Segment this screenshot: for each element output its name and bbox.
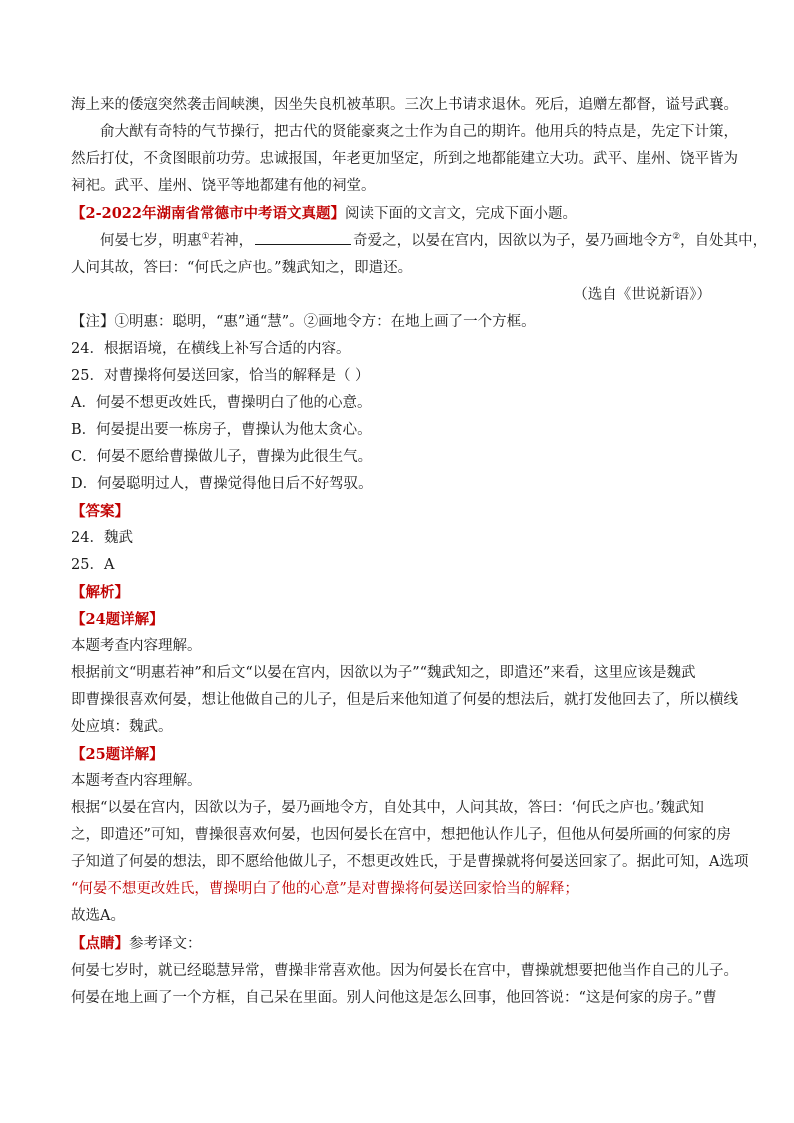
option-d: D．何晏聪明过人，曹操觉得他日后不好驾驭。	[71, 476, 373, 492]
text-line: 处应填：魏武。	[71, 719, 173, 735]
answer-heading: 【答案】	[71, 503, 129, 520]
text-line: 根据“以晏在宫内，因欲以为子，晏乃画地令方，自处其中，人问其故，答曰：‘何氏之庐也。’魏武知	[71, 800, 704, 816]
text-line: 何晏在地上画了一个方框，自己呆在里面。别人问他这是怎么回事，他回答说：“这是何家的房子。”曹	[71, 990, 717, 1006]
option-a: A．何晏不想更改姓氏，曹操明白了他的心意。	[71, 395, 372, 411]
classical-text-line	[71, 228, 768, 255]
footnote-marker: ①	[201, 232, 210, 243]
footnote-marker: ②	[672, 232, 681, 243]
document-page	[71, 92, 768, 1012]
fill-in-blank	[255, 231, 351, 245]
text-line: 何晏七岁时，就已经聪慧异常，曹操非常喜欢他。因为何晏长在宫中，曹操就想要把他当作自己的儿子。	[71, 963, 738, 979]
q24-analysis-heading: 【24题详解】	[71, 611, 164, 628]
instruction-text: 阅读下面的文言文，完成下面小题。	[344, 206, 577, 222]
text-span: 何晏七岁，明惠	[100, 233, 202, 249]
note-line: 【注】①明惠：聪明，“惠”通“慧”。②画地令方：在地上画了一个方框。	[71, 314, 536, 330]
text-line: 子知道了何晏的想法，即不愿给他做儿子，不想更改姓氏，于是曹操就将何晏送回家了。据此可知，A选项	[71, 854, 749, 870]
highlighted-explanation: “何晏不想更改姓氏，曹操明白了他的心意”是对曹操将何晏送回家恰当的解释；	[71, 881, 579, 897]
text-line: 祠祀。武平、崖州、饶平等地都建有他的祠堂。	[71, 178, 376, 194]
q25-analysis-heading: 【25题详解】	[71, 746, 164, 763]
answer-25: 25．A	[71, 557, 115, 573]
answer-24: 24．魏武	[71, 530, 133, 546]
text-line: 之，即遣还”可知，曹操很喜欢何晏，也因何晏长在宫中，想把他认作儿子，但他从何晏所画的何家的房	[71, 827, 731, 843]
question-source-heading	[71, 200, 721, 228]
option-b: B．何晏提出要一栋房子，曹操认为他太贪心。	[71, 422, 372, 438]
text-span: 若神，	[209, 233, 254, 249]
text-line: 故选A。	[71, 908, 125, 924]
option-c: C．何晏不愿给曹操做儿子，曹操为此很生气。	[71, 449, 373, 465]
text-line: 俞大猷有奇特的气节操行，把古代的贤能豪爽之士作为自己的期许。他用兵的特点是，先定下计策，	[100, 124, 738, 140]
text-span: 参考译文：	[129, 936, 202, 952]
text-line: 海上来的倭寇突然袭击闾峡澳，因坐失良机被革职。三次上书请求退休。死后，追赠左都督，谥号武襄。	[71, 97, 738, 113]
question-25: 25．对曹操将何晏送回家，恰当的解释是（ ）	[71, 368, 370, 384]
text-span: 奇爱之，以晏在宫内，因欲以为子，晏乃画地令方	[353, 233, 673, 249]
classical-text-line: 人问其故，答曰：“何氏之庐也。”魏武知之，即遣还。	[71, 260, 413, 276]
tips-heading	[71, 930, 721, 958]
source-label: 【2-2022年湖南省常德市中考语文真题】	[71, 205, 345, 222]
text-span: ，自处其中，	[680, 233, 768, 249]
tips-label: 【点睛】	[71, 935, 129, 952]
question-24: 24．根据语境，在横线上补写合适的内容。	[71, 341, 351, 357]
text-line: 本题考查内容理解。	[71, 638, 202, 654]
text-line: 然后打仗，不贪图眼前功劳。忠诚报国，年老更加坚定，所到之地都能建立大功。武平、崖州、饶平皆为	[71, 151, 738, 167]
source-citation: （选自《世说新语》）	[573, 287, 711, 303]
analysis-heading: 【解析】	[71, 584, 129, 601]
text-line: 本题考查内容理解。	[71, 773, 202, 789]
text-line: 根据前文“明惠若神”和后文“以晏在宫内，因欲以为子”“魏武知之，即遣还”来看，这里应该是魏武	[71, 665, 696, 681]
text-line: 即曹操很喜欢何晏，想让他做自己的儿子，但是后来他知道了何晏的想法后，就打发他回去了，所以横线	[71, 692, 738, 708]
